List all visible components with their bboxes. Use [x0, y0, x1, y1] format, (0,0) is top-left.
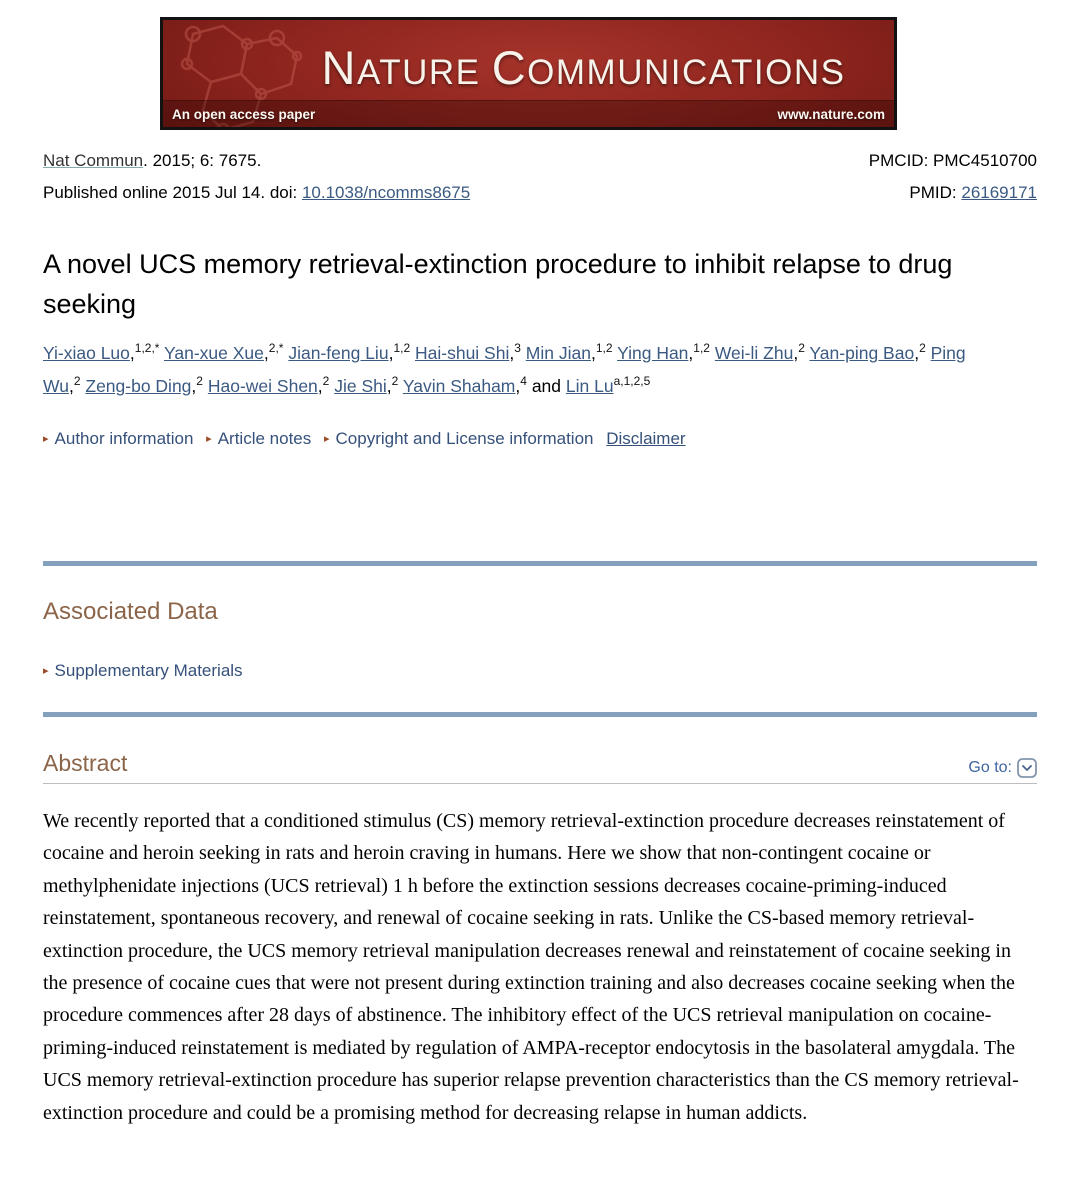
citation-row-1: [43, 150, 1037, 171]
abstract-header: [43, 748, 1037, 784]
author-link[interactable]: Jie Shi: [334, 376, 387, 396]
author-affiliation-superscript: 2: [73, 374, 81, 389]
author-affiliation-superscript: 4: [520, 374, 527, 389]
author-link[interactable]: Yan-ping Bao: [809, 343, 915, 363]
supplementary-materials-link[interactable]: Supplementary Materials: [54, 661, 243, 680]
author-information-toggle[interactable]: [43, 429, 193, 448]
triangle-icon: [324, 433, 330, 445]
author-affiliation-superscript: a,1,2,5: [613, 374, 651, 389]
copyright-license-label: Copyright and License information: [335, 429, 594, 448]
copyright-license-toggle[interactable]: [324, 429, 594, 448]
triangle-icon: [43, 433, 49, 445]
article-title: A novel UCS memory retrieval-extinction procedure to inhibit relapse to drug seeking: [43, 249, 953, 319]
journal-banner[interactable]: [160, 17, 897, 130]
author-affiliation-superscript: 1,2: [595, 341, 613, 356]
doi-link[interactable]: 10.1038/ncomms8675: [301, 183, 471, 202]
triangle-icon: [43, 665, 49, 677]
author-link[interactable]: Yavin Shaham: [402, 376, 516, 396]
pmcid-label: PMCID:: [868, 151, 934, 170]
supplementary-materials-row: [43, 660, 1037, 682]
author-link[interactable]: Yan-xue Xue: [164, 343, 264, 363]
pmid-label: PMID:: [909, 183, 962, 202]
abstract-heading: Abstract: [43, 750, 128, 776]
author-affiliation-superscript: 3: [514, 341, 521, 356]
author-link[interactable]: Lin Lu: [565, 376, 614, 396]
disclaimer-link[interactable]: Disclaimer: [606, 429, 686, 448]
author-conjunction: and: [531, 376, 566, 396]
pmid: [909, 182, 1037, 203]
author-affiliation-superscript: 2: [196, 374, 203, 389]
goto-label: Go to:: [968, 759, 1012, 776]
article-nav: [43, 428, 1037, 450]
section-divider: [43, 712, 1037, 717]
author-list: Yi-xiao Luo,$^{1,2,*}$ Yan-xue Xue,$^{2,*}$ Jian-feng Liu,$^{1,2}$ Hai-shui Shi,$^3$ Min Jian,$^{1,2}$ Ying Han,$^{1,2}$ Wei-li Zhu,$^2$ Yan-ping Bao,$^2$ Ping Wu,$^2$ Zeng-bo Ding,$^2$ Hao-wei Shen,$^2$ Jie Shi,$^2$ Yavin Shaham,$^4$ and Lin Lu$^{a,1,2,5}$: [43, 341, 966, 396]
abstract-text: We recently reported that a conditioned stimulus (CS) memory retrieval-extinction procedure decreases reinstatement of cocaine and heroin seeking in rats and heroin craving in humans. Here we show that non-contingent cocaine or methylphenidate injections (UCS retrieval) 1 h before the extinction sessions decreases cocaine-priming-induced reinstatement, spontaneous recovery, and renewal of cocaine seeking in rats. Unlike the CS-based memory retrieval-extinction procedure, the UCS memory retrieval manipulation decreases renewal and reinstatement of cocaine seeking in the presence of cocaine cues that were not present during extinction training and also decreases cocaine seeking when the procedure commences after 28 days of abstinence. The inhibitory effect of the UCS retrieval manipulation on cocaine-priming-induced reinstatement is mediated by regulation of AMPA-receptor endocytosis in the basolateral amygdala. The UCS memory retrieval-extinction procedure has superior relapse prevention characteristics than the CS memory retrieval-extinction procedure and could be a promising method for decreasing relapse in human addicts.: [43, 810, 1019, 1124]
author-affiliation-superscript: 1,2: [693, 341, 710, 356]
author-affiliation-superscript: 2: [798, 341, 805, 356]
open-access-tagline: An open access paper: [172, 106, 316, 122]
banner-footer: [163, 100, 894, 127]
article-notes-toggle[interactable]: [206, 429, 311, 448]
author-affiliation-superscript: 1,2,*: [134, 341, 160, 356]
journal-name-part: OMMUNICATIONS: [527, 53, 846, 92]
author-affiliation-superscript: 1,2: [393, 341, 411, 356]
author-affiliation-superscript: 2: [391, 374, 399, 389]
chevron-down-icon[interactable]: [1017, 758, 1037, 778]
published-text: Published online 2015 Jul 14. doi:: [43, 183, 302, 202]
citation-row-2: [43, 182, 1037, 203]
author-link[interactable]: Ping Wu: [43, 343, 966, 396]
author-link[interactable]: Hao-wei Shen: [207, 376, 318, 396]
article-notes-label: Article notes: [217, 429, 312, 448]
nature-website-text: www.nature.com: [777, 106, 885, 122]
triangle-icon: [206, 433, 212, 445]
author-link[interactable]: Hai-shui Shi: [415, 343, 510, 363]
citation-volume-info: . 2015; 6: 7675.: [143, 151, 262, 170]
author-link[interactable]: Yi-xiao Luo: [43, 343, 130, 363]
pmcid-value: PMC4510700: [933, 151, 1037, 170]
author-affiliation-superscript: 2: [322, 374, 330, 389]
journal-name-part: C: [491, 41, 528, 94]
journal-name: [281, 40, 886, 95]
section-divider: [43, 561, 1037, 566]
published-info: [43, 182, 470, 203]
pmid-link[interactable]: 26169171: [961, 183, 1037, 202]
author-link[interactable]: Wei-li Zhu: [714, 343, 794, 363]
author-affiliation-superscript: 2: [919, 341, 926, 356]
author-link[interactable]: Ying Han: [617, 343, 689, 363]
journal-citation: [43, 150, 261, 171]
author-link[interactable]: Min Jian: [525, 343, 591, 363]
author-link[interactable]: Jian-feng Liu: [288, 343, 389, 363]
goto-control[interactable]: [968, 758, 1037, 778]
journal-name-part: ATURE: [356, 53, 492, 92]
author-affiliation-superscript: 2,*: [268, 341, 284, 356]
pmcid: [869, 150, 1037, 171]
author-link[interactable]: Zeng-bo Ding: [85, 376, 192, 396]
associated-data-heading: Associated Data: [43, 598, 218, 625]
journal-name-part: N: [321, 41, 357, 94]
author-information-label: Author information: [54, 429, 194, 448]
journal-abbrev-link[interactable]: Nat Commun: [43, 151, 144, 170]
